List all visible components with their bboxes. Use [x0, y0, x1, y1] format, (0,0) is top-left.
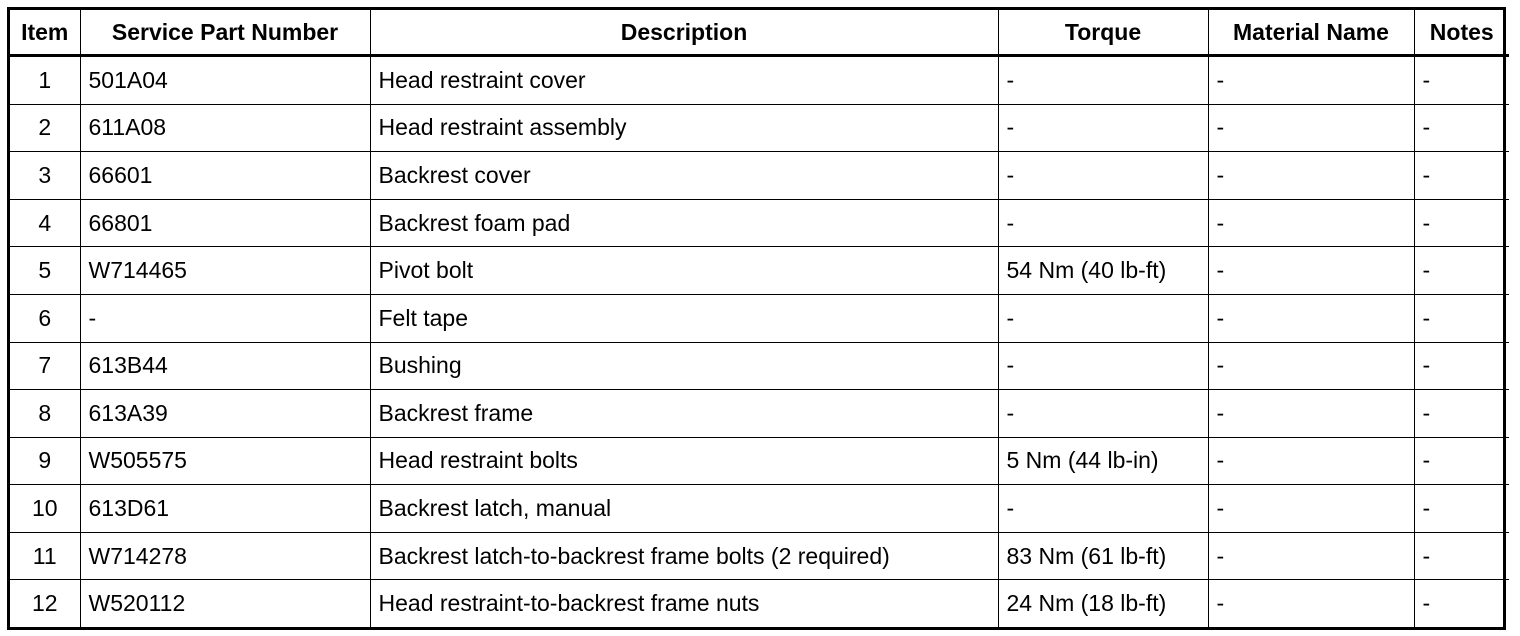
table-row [10, 390, 1509, 438]
cell-description: Felt tape [370, 294, 998, 342]
table-row [10, 580, 1509, 627]
cell-notes: - [1414, 342, 1509, 390]
header-description: Description [370, 10, 998, 56]
cell-notes: - [1414, 152, 1509, 200]
cell-part-number: 501A04 [80, 56, 370, 105]
cell-torque: - [998, 294, 1208, 342]
cell-material-name: - [1208, 532, 1414, 580]
cell-notes: - [1414, 247, 1509, 295]
header-torque: Torque [998, 10, 1208, 56]
cell-part-number: 613B44 [80, 342, 370, 390]
cell-part-number: - [80, 294, 370, 342]
cell-notes: - [1414, 199, 1509, 247]
cell-torque: 5 Nm (44 lb-in) [998, 437, 1208, 485]
cell-notes: - [1414, 104, 1509, 152]
cell-part-number: 66801 [80, 199, 370, 247]
cell-part-number: 611A08 [80, 104, 370, 152]
cell-material-name: - [1208, 342, 1414, 390]
cell-description: Head restraint-to-backrest frame nuts [370, 580, 998, 627]
cell-notes: - [1414, 485, 1509, 533]
parts-table-container [7, 7, 1506, 630]
cell-part-number: W714278 [80, 532, 370, 580]
cell-torque: 83 Nm (61 lb-ft) [998, 532, 1208, 580]
cell-notes: - [1414, 580, 1509, 627]
cell-description: Head restraint cover [370, 56, 998, 105]
cell-item: 9 [10, 437, 80, 485]
cell-item: 10 [10, 485, 80, 533]
cell-item: 6 [10, 294, 80, 342]
table-row [10, 199, 1509, 247]
table-row [10, 56, 1509, 105]
cell-item: 8 [10, 390, 80, 438]
table-row [10, 342, 1509, 390]
header-material-name: Material Name [1208, 10, 1414, 56]
cell-part-number: 613A39 [80, 390, 370, 438]
cell-description: Head restraint bolts [370, 437, 998, 485]
cell-torque: - [998, 152, 1208, 200]
cell-material-name: - [1208, 56, 1414, 105]
cell-item: 5 [10, 247, 80, 295]
cell-torque: - [998, 485, 1208, 533]
cell-description: Backrest foam pad [370, 199, 998, 247]
table-row [10, 152, 1509, 200]
cell-torque: 24 Nm (18 lb-ft) [998, 580, 1208, 627]
cell-notes: - [1414, 56, 1509, 105]
cell-item: 3 [10, 152, 80, 200]
cell-item: 4 [10, 199, 80, 247]
cell-torque: - [998, 199, 1208, 247]
cell-notes: - [1414, 532, 1509, 580]
cell-material-name: - [1208, 390, 1414, 438]
parts-table [10, 10, 1509, 627]
table-row [10, 485, 1509, 533]
header-notes: Notes [1414, 10, 1509, 56]
cell-notes: - [1414, 437, 1509, 485]
table-row [10, 104, 1509, 152]
cell-description: Head restraint assembly [370, 104, 998, 152]
cell-description: Backrest latch, manual [370, 485, 998, 533]
cell-material-name: - [1208, 247, 1414, 295]
cell-torque: - [998, 104, 1208, 152]
cell-item: 1 [10, 56, 80, 105]
table-row [10, 294, 1509, 342]
cell-part-number: 613D61 [80, 485, 370, 533]
cell-part-number: W505575 [80, 437, 370, 485]
table-row [10, 437, 1509, 485]
cell-description: Pivot bolt [370, 247, 998, 295]
cell-description: Backrest latch-to-backrest frame bolts (2 required) [370, 532, 998, 580]
cell-description: Backrest frame [370, 390, 998, 438]
table-body [10, 56, 1509, 628]
table-header-row [10, 10, 1509, 56]
cell-notes: - [1414, 390, 1509, 438]
cell-material-name: - [1208, 580, 1414, 627]
cell-material-name: - [1208, 152, 1414, 200]
table-row [10, 247, 1509, 295]
cell-part-number: W714465 [80, 247, 370, 295]
cell-material-name: - [1208, 485, 1414, 533]
cell-torque: - [998, 390, 1208, 438]
cell-part-number: 66601 [80, 152, 370, 200]
cell-notes: - [1414, 294, 1509, 342]
cell-material-name: - [1208, 437, 1414, 485]
header-item: Item [10, 10, 80, 56]
table-row [10, 532, 1509, 580]
cell-material-name: - [1208, 104, 1414, 152]
header-service-part-number: Service Part Number [80, 10, 370, 56]
cell-item: 7 [10, 342, 80, 390]
cell-description: Bushing [370, 342, 998, 390]
cell-item: 2 [10, 104, 80, 152]
cell-torque: - [998, 56, 1208, 105]
cell-torque: 54 Nm (40 lb-ft) [998, 247, 1208, 295]
cell-torque: - [998, 342, 1208, 390]
cell-material-name: - [1208, 199, 1414, 247]
cell-item: 12 [10, 580, 80, 627]
cell-item: 11 [10, 532, 80, 580]
cell-material-name: - [1208, 294, 1414, 342]
cell-description: Backrest cover [370, 152, 998, 200]
cell-part-number: W520112 [80, 580, 370, 627]
